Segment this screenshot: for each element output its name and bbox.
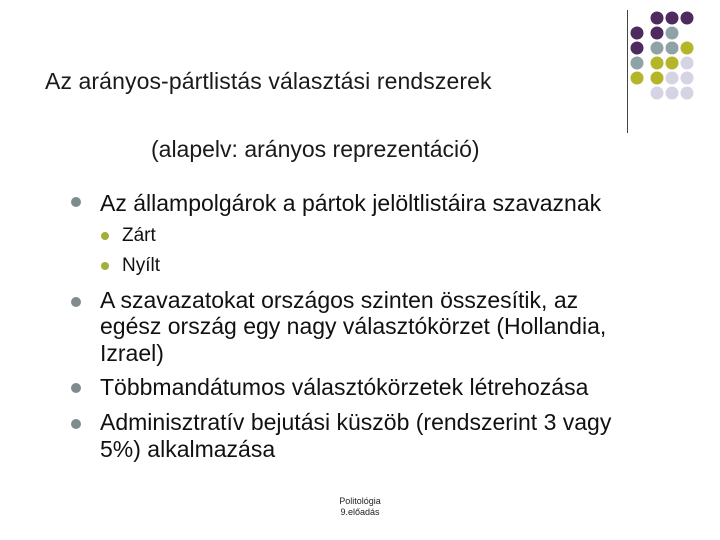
sub-bullet-marker	[101, 232, 109, 240]
decorative-dot	[666, 72, 679, 85]
slide-title: Az arányos-pártlistás választási rendszerek	[45, 68, 492, 94]
slide-subtitle: (alapelv: arányos reprezentáció)	[151, 136, 480, 162]
footer-line-1: Politológia	[339, 496, 381, 506]
decorative-dot	[666, 87, 679, 100]
decorative-dot	[651, 57, 664, 70]
decorative-dot	[666, 12, 679, 25]
bullet-4-line-1: Adminisztratív bejutási küszöb (rendszerint 3 vagy	[100, 409, 612, 435]
decorative-dot	[681, 72, 694, 85]
decorative-dot	[666, 57, 679, 70]
bullet-marker	[71, 197, 81, 207]
bullet-2-line-3: Izrael)	[100, 340, 164, 366]
decorative-dot	[631, 72, 644, 85]
decorative-dot	[681, 87, 694, 100]
decorative-dot	[651, 72, 664, 85]
footer-line-2: 9.előadás	[340, 507, 380, 517]
bullet-3-text: Többmandátumos választókörzetek létrehozása	[100, 374, 589, 400]
sub-bullet-zart: Zárt	[122, 225, 156, 246]
decorative-dot	[631, 27, 644, 40]
decorative-dot	[666, 27, 679, 40]
decorative-dot	[681, 57, 694, 70]
bullet-2-line-2: egész ország egy nagy választókörzet (Hollandia,	[100, 313, 607, 339]
bullet-marker	[71, 297, 81, 307]
sub-bullet-nyilt: Nyílt	[122, 255, 160, 276]
decorative-dot-grid	[622, 10, 720, 140]
bullet-2-line-1: A szavazatokat országos szinten összesítik, az	[100, 287, 579, 313]
decorative-dot	[681, 42, 694, 55]
decorative-dot	[651, 87, 664, 100]
decorative-dot	[651, 27, 664, 40]
slide-footer	[330, 496, 390, 518]
bullet-marker	[71, 419, 81, 429]
decorative-dot	[666, 42, 679, 55]
sub-bullet-marker	[101, 262, 109, 270]
decorative-dot	[631, 42, 644, 55]
bullet-1-text: Az állampolgárok a pártok jelöltlistáira szavaznak	[100, 190, 602, 216]
decorative-dot	[681, 12, 694, 25]
bullet-4-line-2: 5%) alkalmazása	[100, 436, 276, 462]
decorative-dot	[651, 42, 664, 55]
decorative-dot	[631, 57, 644, 70]
bullet-marker	[71, 383, 81, 393]
decorative-dot	[651, 12, 664, 25]
